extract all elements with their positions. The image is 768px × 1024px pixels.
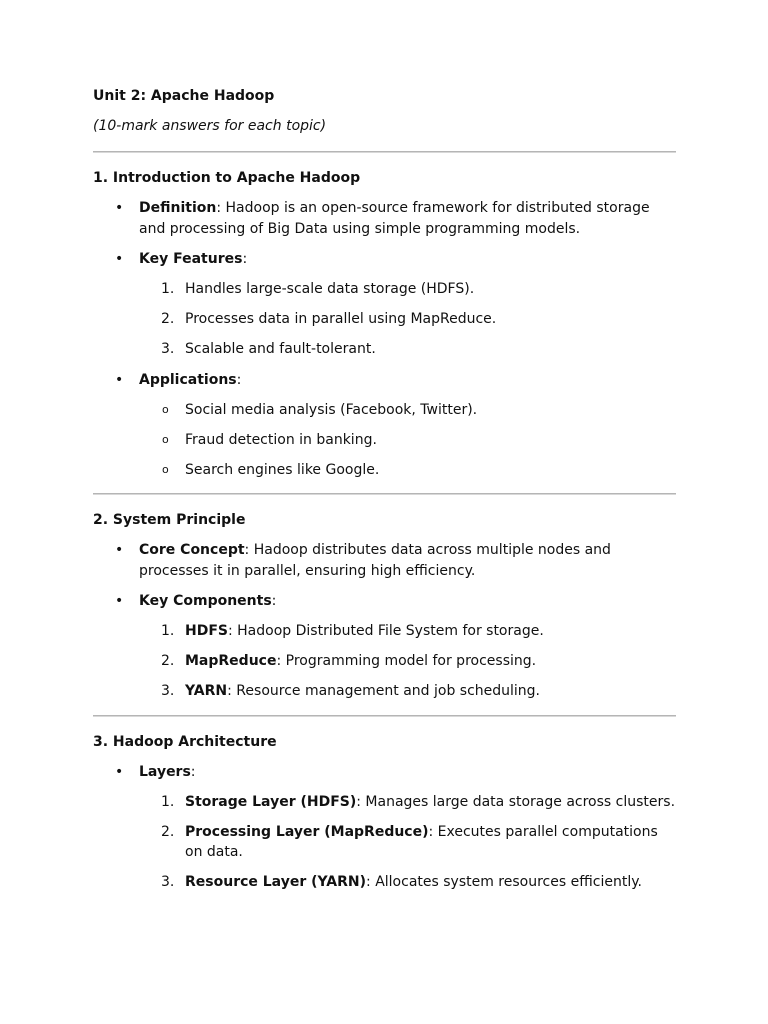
item-label: Storage Layer (HDFS) [185, 793, 357, 810]
item-number: 2. [161, 311, 175, 327]
item-text: : Manages large data storage across clusters. [356, 793, 676, 810]
bullet-key-features [93, 249, 676, 270]
section-title: 3. Hadoop Architecture [93, 733, 277, 750]
components-list [93, 621, 676, 702]
features-list [93, 279, 676, 360]
item-text: Fraud detection in banking. [185, 431, 377, 448]
divider [93, 493, 676, 495]
list-item [93, 460, 676, 481]
list-item [93, 279, 676, 300]
item-number: 2. [161, 653, 175, 669]
colon: : [190, 763, 196, 780]
bullet-definition [93, 198, 676, 239]
bullet-list [93, 370, 676, 391]
item-number: 1. [161, 623, 175, 639]
colon: : [236, 371, 242, 388]
key-components-label: Key Components [139, 593, 272, 609]
bullet-marker: • [115, 593, 124, 609]
list-item [93, 339, 676, 360]
bullet-list [93, 762, 676, 783]
core-concept-label: Core Concept [139, 542, 245, 558]
bullet-applications [93, 370, 676, 391]
item-text: Processes data in parallel using MapReduce. [185, 311, 497, 327]
item-label: YARN [185, 683, 228, 699]
item-label: Processing Layer (MapReduce) [185, 823, 429, 840]
bullet-list [93, 198, 676, 270]
bullet-marker: • [115, 763, 124, 780]
item-text: : Resource management and job scheduling. [227, 683, 541, 699]
list-item [93, 681, 676, 702]
subtitle: (10-mark answers for each topic) [93, 118, 327, 134]
item-label: MapReduce [185, 653, 277, 669]
bullet-marker: • [115, 251, 124, 267]
bullet-marker: • [115, 542, 124, 558]
section-system-principle [93, 510, 676, 702]
item-text: : Executes parallel computations on data. [185, 823, 658, 860]
item-number: 1. [161, 281, 175, 297]
item-text: Scalable and fault-tolerant. [185, 341, 376, 357]
divider [93, 151, 676, 153]
bullet-key-components [93, 591, 676, 612]
spacer [93, 702, 676, 715]
spacer [93, 480, 676, 493]
list-item [93, 651, 676, 672]
item-text: : Programming model for processing. [276, 653, 537, 669]
list-item [93, 309, 676, 330]
layers-list [93, 792, 676, 893]
colon: : [271, 593, 277, 609]
item-text: Search engines like Google. [185, 461, 380, 478]
list-item [93, 400, 676, 421]
definition-text: : Hadoop is an open-source framework for distributed storage and processing of Big Data using simple programming models. [139, 200, 650, 237]
item-text: Handles large-scale data storage (HDFS). [185, 281, 475, 297]
document-page [93, 86, 676, 893]
item-text: : Allocates system resources efficiently. [366, 874, 642, 890]
circle-bullet-marker: o [162, 432, 169, 446]
list-item [93, 621, 676, 642]
item-number: 3. [161, 874, 175, 890]
item-number: 3. [161, 683, 175, 699]
section-introduction [93, 168, 676, 480]
item-text: Social media analysis (Facebook, Twitter). [185, 401, 478, 418]
applications-label: Applications [139, 371, 237, 388]
bullet-layers [93, 762, 676, 783]
item-number: 2. [161, 823, 175, 840]
section-title: 1. Introduction to Apache Hadoop [93, 170, 361, 186]
item-number: 1. [161, 793, 175, 810]
section-title: 2. System Principle [93, 512, 246, 528]
item-number: 3. [161, 341, 175, 357]
section-hadoop-architecture [93, 732, 676, 893]
unit-title: Unit 2: Apache Hadoop [93, 88, 275, 104]
key-features-label: Key Features [139, 251, 243, 267]
list-item [93, 822, 676, 863]
bullet-marker: • [115, 371, 124, 388]
list-item [93, 792, 676, 813]
item-text: : Hadoop Distributed File System for storage. [227, 623, 544, 639]
core-concept-text: : Hadoop distributes data across multiple nodes and processes it in parallel, ensuring high efficiency. [139, 542, 611, 579]
list-item [93, 430, 676, 451]
list-item [93, 872, 676, 893]
colon: : [242, 251, 248, 267]
definition-label: Definition [139, 200, 217, 216]
circle-bullet-marker: o [162, 402, 169, 416]
bullet-core-concept [93, 540, 676, 581]
applications-list [93, 400, 676, 481]
bullet-marker: • [115, 200, 124, 216]
divider [93, 715, 676, 717]
bullet-list [93, 540, 676, 612]
item-label: HDFS [185, 623, 228, 639]
layers-label: Layers [139, 763, 191, 780]
circle-bullet-marker: o [162, 462, 169, 476]
item-label: Resource Layer (YARN) [185, 874, 367, 890]
